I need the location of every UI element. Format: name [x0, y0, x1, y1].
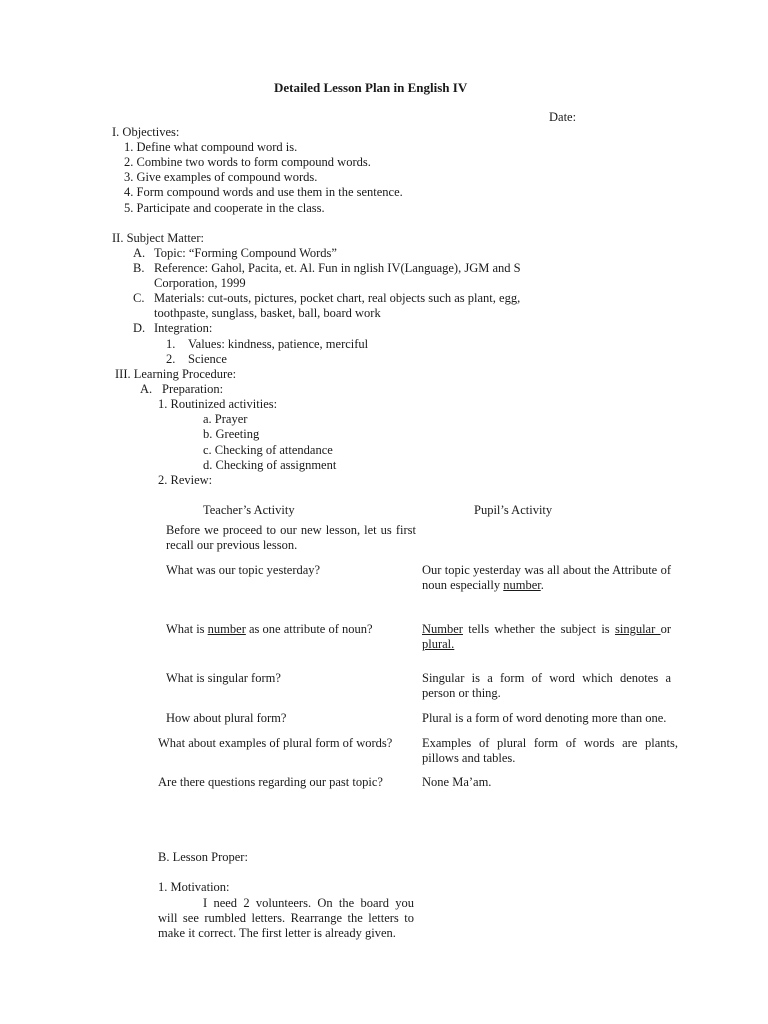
objective-item: 4. Form compound words and use them in the sentence.	[124, 185, 403, 199]
subject-materials-line2: toothpaste, sunglass, basket, ball, board work	[154, 306, 381, 320]
learning-procedure-heading: III. Learning Procedure:	[115, 367, 237, 381]
document-title: Detailed Lesson Plan in English IV	[274, 80, 468, 95]
objective-item: 5. Participate and cooperate in the class.	[124, 201, 325, 215]
integration-values: Values: kindness, patience, merciful	[188, 337, 369, 351]
objective-item: 2. Combine two words to form compound words.	[124, 155, 371, 169]
objectives-heading: I. Objectives:	[112, 125, 180, 139]
subject-integration: Integration:	[154, 321, 213, 335]
objective-item: 1. Define what compound word is.	[124, 140, 298, 154]
review-label: 2. Review:	[158, 473, 213, 487]
teacher-question-6: Are there questions regarding our past topic?	[158, 775, 383, 789]
list-marker: A.	[133, 246, 146, 260]
list-marker: D.	[133, 321, 146, 335]
subject-materials-line1: Materials: cut-outs, pictures, pocket chart, real objects such as plant, egg,	[154, 291, 521, 305]
pupil-activity-header: Pupil’s Activity	[474, 503, 553, 517]
subject-reference-line1: Reference: Gahol, Pacita, et. Al. Fun in nglish IV(Language), JGM and S	[154, 261, 521, 275]
pupil-answer-4: Plural is a form of word denoting more than one.	[422, 711, 667, 725]
teacher-question-2: What is number as one attribute of noun?	[166, 622, 373, 636]
teacher-activity-header: Teacher’s Activity	[203, 503, 295, 517]
teacher-question-3: What is singular form?	[166, 671, 281, 685]
routine-item: d. Checking of assignment	[203, 458, 337, 472]
list-marker: A.	[140, 382, 153, 396]
list-marker: 1.	[166, 337, 176, 351]
lesson-proper-heading: B. Lesson Proper:	[158, 850, 248, 864]
routine-item: c. Checking of attendance	[203, 443, 333, 457]
subject-topic: Topic: “Forming Compound Words”	[154, 246, 337, 260]
motivation-text: I need 2 volunteers. On the board you will see rumbled letters. Rearrange the letters to make it correct. The first letter is already given.	[158, 896, 414, 940]
pupil-answer-5: Examples of plural form of words are plants, pillows and tables.	[422, 736, 678, 765]
preparation-label: Preparation:	[162, 382, 224, 396]
teacher-question-1: What was our topic yesterday?	[166, 563, 321, 577]
pupil-answer-1: Our topic yesterday was all about the Attribute of noun especially number.	[422, 563, 671, 592]
integration-science: Science	[188, 352, 227, 366]
date-label: Date:	[549, 110, 577, 124]
pupil-answer-6: None Ma’am.	[422, 775, 492, 789]
routinized-label: 1. Routinized activities:	[158, 397, 278, 411]
teacher-intro: Before we proceed to our new lesson, let us first recall our previous lesson.	[166, 523, 416, 552]
objective-item: 3. Give examples of compound words.	[124, 170, 318, 184]
subject-reference-line2: Corporation, 1999	[154, 276, 246, 290]
teacher-question-5: What about examples of plural form of words?	[158, 736, 393, 750]
teacher-question-4: How about plural form?	[166, 711, 287, 725]
routine-item: a. Prayer	[203, 412, 248, 426]
pupil-answer-2: Number tells whether the subject is singular or plural.	[422, 622, 671, 651]
list-marker: C.	[133, 291, 145, 305]
routine-item: b. Greeting	[203, 427, 260, 441]
motivation-label: 1. Motivation:	[158, 880, 230, 894]
subject-matter-heading: II. Subject Matter:	[112, 231, 204, 245]
pupil-answer-3: Singular is a form of word which denotes a person or thing.	[422, 671, 671, 700]
list-marker: 2.	[166, 352, 176, 366]
list-marker: B.	[133, 261, 145, 275]
